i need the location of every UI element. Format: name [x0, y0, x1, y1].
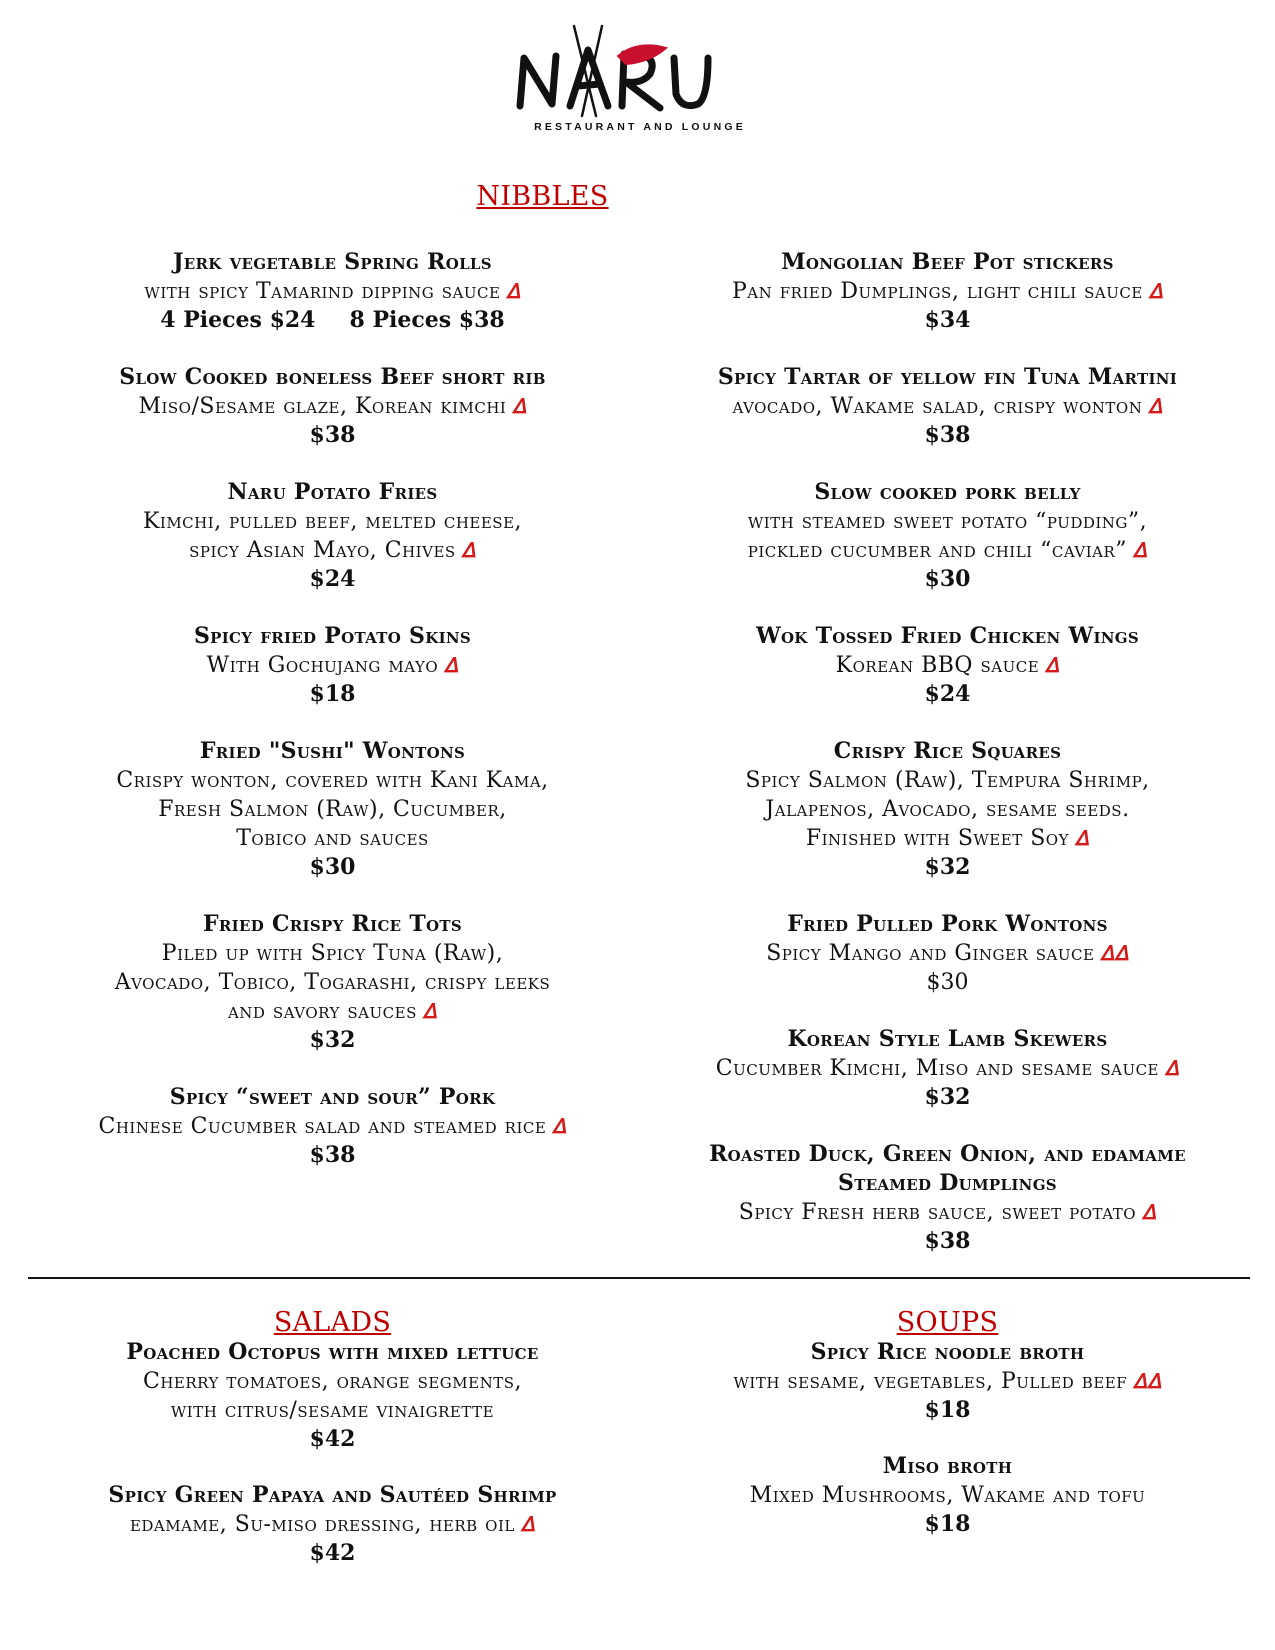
item-description	[635, 277, 1260, 306]
item-description	[20, 968, 645, 997]
item-description-text: edamame, Su-miso dressing, herb oil	[129, 1512, 515, 1537]
item-description-text: spicy Asian Mayo, Chives	[189, 538, 456, 563]
menu-item	[635, 478, 1260, 594]
item-description-text: Spicy Salmon (Raw), Tempura Shrimp,	[745, 768, 1150, 793]
item-name: Spicy “sweet and sour” Pork	[169, 1084, 496, 1110]
item-description	[635, 651, 1260, 680]
menu-item	[20, 248, 645, 335]
item-description-text: with steamed sweet potato “pudding”,	[747, 509, 1148, 534]
menu-item	[635, 622, 1260, 709]
menu-item	[635, 248, 1260, 335]
item-price: $24	[309, 566, 356, 592]
item-description	[635, 1054, 1260, 1083]
nibbles-right-column	[635, 248, 1260, 1284]
item-name: Spicy fried Potato Skins	[193, 623, 472, 649]
menu-item	[20, 622, 645, 709]
item-name: Miso broth	[882, 1453, 1013, 1479]
item-description-text: avocado, Wakame salad, crispy wonton	[732, 394, 1143, 419]
item-name: Mongolian Beef Pot stickers	[781, 249, 1114, 275]
chili-pepper-icon: ᐃ	[506, 279, 521, 303]
item-description	[635, 392, 1260, 421]
item-name: Crispy Rice Squares	[833, 738, 1062, 764]
item-description-text: with sesame, vegetables, Pulled beef	[733, 1369, 1128, 1394]
item-description	[20, 507, 645, 536]
item-name: Jerk vegetable Spring Rolls	[173, 249, 492, 275]
item-name: Slow Cooked boneless Beef short rib	[119, 364, 546, 390]
item-description	[635, 1198, 1260, 1227]
item-name: Fried Crispy Rice Tots	[202, 911, 463, 937]
item-name: Slow cooked pork belly	[814, 479, 1081, 505]
item-description-text: and savory sauces	[227, 999, 417, 1024]
item-price: $42	[309, 1540, 356, 1566]
item-description-text: Avocado, Tobico, Togarashi, crispy leeks	[114, 970, 551, 995]
chili-pepper-icon: ᐃ	[1142, 1200, 1157, 1224]
item-name: Roasted Duck, Green Onion, and edamame Steamed Dumplings	[709, 1141, 1186, 1196]
item-description-text: With Gochujang mayo	[206, 653, 439, 678]
chili-pepper-icon: ᐃ	[1148, 279, 1163, 303]
item-description	[20, 277, 645, 306]
item-description-text: Piled up with Spicy Tuna (Raw),	[161, 941, 504, 966]
item-description-text: Korean BBQ sauce	[835, 653, 1040, 678]
item-description-text: Finished with Sweet Soy	[805, 826, 1069, 851]
menu-item	[20, 478, 645, 594]
menu-item	[20, 363, 645, 450]
chili-pepper-icon: ᐃᐃ	[1133, 1369, 1162, 1393]
item-description-text: Crispy wonton, covered with Kani Kama,	[116, 768, 549, 793]
item-price: $38	[924, 1228, 971, 1254]
item-description-text: Spicy Mango and Ginger sauce	[766, 941, 1095, 966]
menu-item	[20, 1083, 645, 1170]
item-description	[20, 1112, 645, 1141]
item-name: Spicy Tartar of yellow fin Tuna Martini	[717, 364, 1178, 390]
item-description	[635, 766, 1260, 795]
item-price: $30	[309, 854, 356, 880]
item-description-text: Miso/Sesame glaze, Korean kimchi	[138, 394, 507, 419]
chili-pepper-icon: ᐃᐃ	[1100, 941, 1129, 965]
item-description	[20, 939, 645, 968]
menu-item	[635, 737, 1260, 882]
item-price: $32	[924, 1084, 971, 1110]
menu-item	[20, 910, 645, 1055]
salads-heading: SALADS	[273, 1307, 392, 1338]
item-price: $38	[309, 1142, 356, 1168]
item-description	[20, 536, 645, 565]
item-description	[20, 824, 645, 853]
chili-pepper-icon: ᐃ	[1165, 1056, 1180, 1080]
item-description-text: Pan fried Dumplings, light chili sauce	[731, 279, 1143, 304]
item-name: Spicy Green Papaya and Sautéed Shrimp	[108, 1482, 557, 1508]
salads-column	[20, 1338, 645, 1595]
item-name: Naru Potato Fries	[227, 479, 438, 505]
item-description	[635, 1481, 1260, 1510]
menu-item	[20, 1481, 645, 1568]
item-description-text: pickled cucumber and chili “caviar”	[747, 538, 1128, 563]
menu-item	[635, 1452, 1260, 1539]
chili-pepper-icon: ᐃ	[512, 394, 527, 418]
chili-pepper-icon: ᐃ	[1148, 394, 1163, 418]
nibbles-heading: NIBBLES	[476, 181, 609, 212]
chili-pepper-icon: ᐃ	[552, 1114, 567, 1138]
soups-column	[635, 1338, 1260, 1566]
item-description-text: Tobico and sauces	[236, 826, 429, 851]
item-description-text: with citrus/sesame vinaigrette	[170, 1398, 495, 1423]
item-price: $32	[924, 854, 971, 880]
item-description-text: Spicy Fresh herb sauce, sweet potato	[738, 1200, 1137, 1225]
nibbles-left-column	[20, 248, 645, 1198]
section-divider	[28, 1277, 1250, 1279]
item-price-option: 4 Pieces $24	[160, 307, 316, 333]
item-name: Fried "Sushi" Wontons	[199, 738, 466, 764]
naru-logo	[490, 18, 790, 143]
item-name: Spicy Rice noodle broth	[810, 1339, 1085, 1365]
item-description	[20, 392, 645, 421]
item-description	[20, 795, 645, 824]
item-description	[20, 766, 645, 795]
chili-pepper-icon: ᐃ	[422, 999, 438, 1023]
chili-pepper-icon: ᐃ	[1074, 826, 1090, 850]
tagline-text: RESTAURANT AND LOUNGE	[534, 121, 746, 133]
item-description	[635, 939, 1260, 968]
chili-pepper-icon: ᐃ	[461, 538, 476, 562]
chili-pepper-icon: ᐃ	[444, 653, 459, 677]
item-description-text: Chinese Cucumber salad and steamed rice	[98, 1114, 547, 1139]
chili-pepper-icon: ᐃ	[1045, 653, 1060, 677]
chili-pepper-icon: ᐃ	[520, 1512, 536, 1536]
chili-pepper-icon: ᐃ	[1133, 538, 1148, 562]
item-price: $34	[924, 307, 971, 333]
item-price: $30	[924, 566, 971, 592]
soups-heading: SOUPS	[896, 1307, 999, 1338]
item-price: $32	[309, 1027, 356, 1053]
item-description-text: Cherry tomatoes, orange segments,	[143, 1369, 522, 1394]
item-name: Poached Octopus with mixed lettuce	[126, 1339, 539, 1365]
item-description	[635, 824, 1260, 853]
item-price: $30	[926, 970, 969, 995]
item-description-text: Kimchi, pulled beef, melted cheese,	[142, 509, 523, 534]
item-description	[635, 1367, 1260, 1396]
item-description-text: Cucumber Kimchi, Miso and sesame sauce	[715, 1056, 1160, 1081]
item-name: Fried Pulled Pork Wontons	[787, 911, 1108, 937]
item-description	[635, 507, 1260, 536]
menu-item	[635, 1025, 1260, 1112]
item-description-text: Fresh Salmon (Raw), Cucumber,	[158, 797, 507, 822]
item-name: Wok Tossed Fried Chicken Wings	[755, 623, 1140, 649]
item-description	[20, 1396, 645, 1425]
item-price: $18	[924, 1511, 971, 1537]
item-name: Korean Style Lamb Skewers	[787, 1026, 1108, 1052]
item-description	[20, 651, 645, 680]
item-price: $18	[309, 681, 356, 707]
menu-item	[20, 737, 645, 882]
menu-item	[635, 1338, 1260, 1425]
item-price: $18	[924, 1397, 971, 1423]
menu-item	[635, 1140, 1260, 1256]
item-price: $24	[924, 681, 971, 707]
item-description-text: Jalapenos, Avocado, sesame seeds.	[765, 797, 1130, 822]
menu-item	[20, 1338, 645, 1454]
item-description	[20, 1510, 645, 1539]
item-description	[20, 997, 645, 1026]
item-description	[635, 795, 1260, 824]
item-price	[20, 306, 645, 335]
menu-item	[635, 363, 1260, 450]
item-price-option: 8 Pieces $38	[349, 307, 505, 333]
item-description-text: Mixed Mushrooms, Wakame and tofu	[749, 1483, 1146, 1508]
item-description	[20, 1367, 645, 1396]
item-description	[635, 536, 1260, 565]
item-description-text: with spicy Tamarind dipping sauce	[144, 279, 501, 304]
menu-item	[635, 910, 1260, 997]
item-price: $38	[309, 422, 356, 448]
item-price: $38	[924, 422, 971, 448]
item-price: $42	[309, 1426, 356, 1452]
